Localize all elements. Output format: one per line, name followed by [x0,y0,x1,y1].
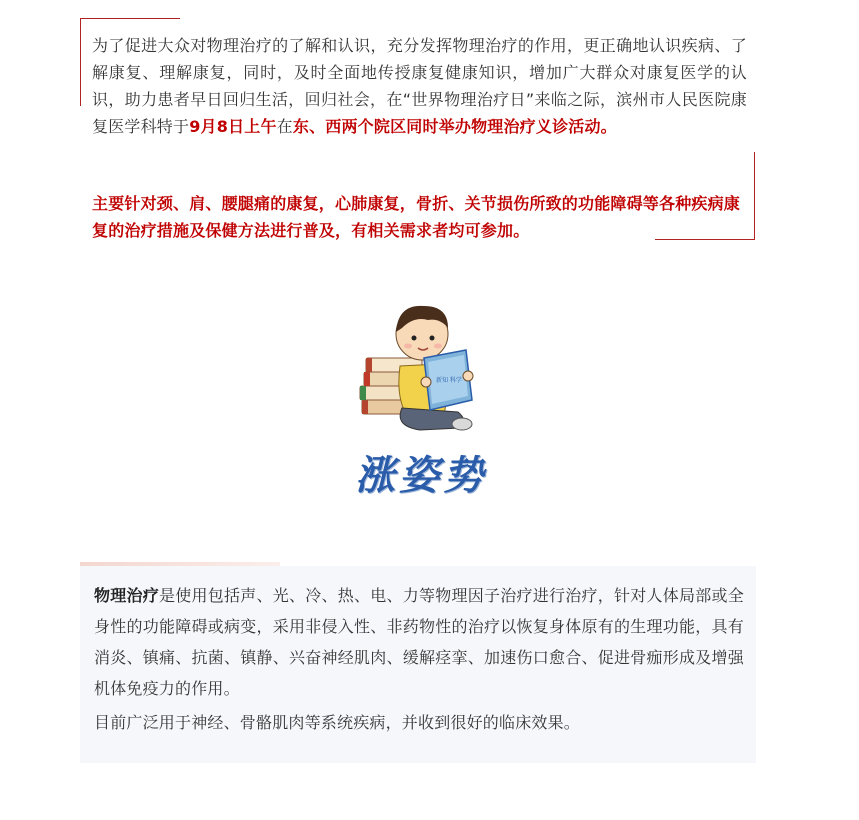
intro-text-part1: 为了促进大众对物理治疗的了解和认识，充分发挥物理治疗的作用，更正确地认识疾病、了解康复、理解康复，同时，及时全面地传授康复健康知识，增加广大群众对康复医学的认识，助力患者早日回归生活，回归社会，在“世界物理治疗日”来临之际，滨州市人民医院康复医学科特于 [92,36,747,136]
intro-highlight-paragraph: 主要针对颈、肩、腰腿痛的康复，心肺康复，骨折、关节损伤所致的功能障碍等各种疾病康复的治疗措施及保健方法进行普及，有相关需求者均可参加。 [92,194,741,240]
event-location: 东、西两个院区同时举办物理治疗义诊活动。 [292,117,617,136]
definition-text: 是使用包括声、光、冷、热、电、力等物理因子治疗进行治疗，针对人体局部或全身性的功能障碍或病变，采用非侵入性、非药物性的治疗以恢复身体原有的生理功能，具有消炎、镇痛、抗菌、镇静、兴奋神经肌肉、缓解痉挛、加速伤口愈合、促进骨痂形成及增强机体免疫力的作用。 [94,586,744,698]
intro-text-part2: 在 [276,117,293,136]
info-box [80,566,756,763]
border-corner-bottom-right-vertical [754,152,755,240]
application-text: 目前广泛用于神经、骨骼肌肉等系统疾病，并收到很好的临床效果。 [94,713,581,732]
zhangzishi-logo: 涨姿势 [355,452,487,499]
intro-paragraph [92,32,747,140]
intro-box [80,18,755,240]
border-corner-top-left-vertical [80,18,81,106]
book-lettering: 新知 科学 [436,377,462,384]
event-date: 9月8日上午 [189,117,277,136]
physical-therapy-definition [94,580,744,704]
term-physical-therapy: 物理治疗 [94,586,160,605]
border-corner-top-left [80,18,180,19]
